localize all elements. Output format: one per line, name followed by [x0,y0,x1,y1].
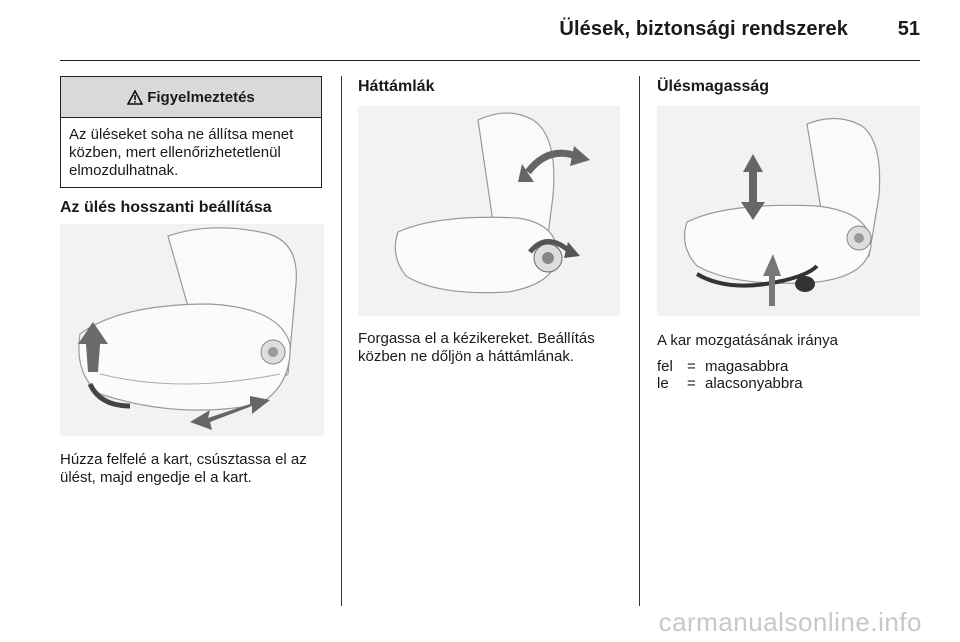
header-divider [60,60,920,61]
direction-eq: = [687,358,696,375]
list-item [657,375,803,392]
page-number: 51 [897,18,920,40]
section-heading-longitudinal: Az ülés hosszanti beállítása [60,199,272,216]
backrest-text [358,330,595,366]
text-line: Húzza felfelé a kart, csúsztassa el az [60,451,307,468]
seat-slide-illustration [60,224,324,436]
warning-box [60,76,322,188]
section-heading-backrest: Háttámlák [358,78,435,95]
backrest-knob-illustration [358,106,620,316]
direction-value: alacsonyabbra [705,375,803,392]
text-line: Forgassa el a kézikereket. Beállítás [358,330,595,347]
column-divider [341,76,342,606]
watermark: carmanualsonline.info [658,607,922,637]
height-direction-list [657,358,803,392]
direction-value: magasabbra [705,358,789,375]
direction-key: le [657,375,669,392]
height-text: A kar mozgatásának iránya [657,332,838,349]
list-item [657,358,803,375]
direction-eq: = [687,375,696,392]
warning-triangle-icon [127,90,143,105]
page-title: Ülések, biztonsági rendszerek [559,18,848,40]
direction-key: fel [657,358,673,375]
text-line: közben ne dőljön a háttámlának. [358,348,574,365]
text-line: ülést, majd engedje el a kart. [60,469,252,486]
longitudinal-text [60,451,307,487]
section-heading-height: Ülésmagasság [657,78,770,95]
column-divider [639,76,640,606]
column-left [60,76,322,216]
seat-height-lever-illustration [657,106,920,316]
warning-text: Az üléseket soha ne állítsa menet közben, mert ellenőrizhetetlenül elmozdulhatnak. [69,126,294,179]
warning-header [61,77,321,118]
warning-title: Figyelmeztetés [147,88,255,106]
